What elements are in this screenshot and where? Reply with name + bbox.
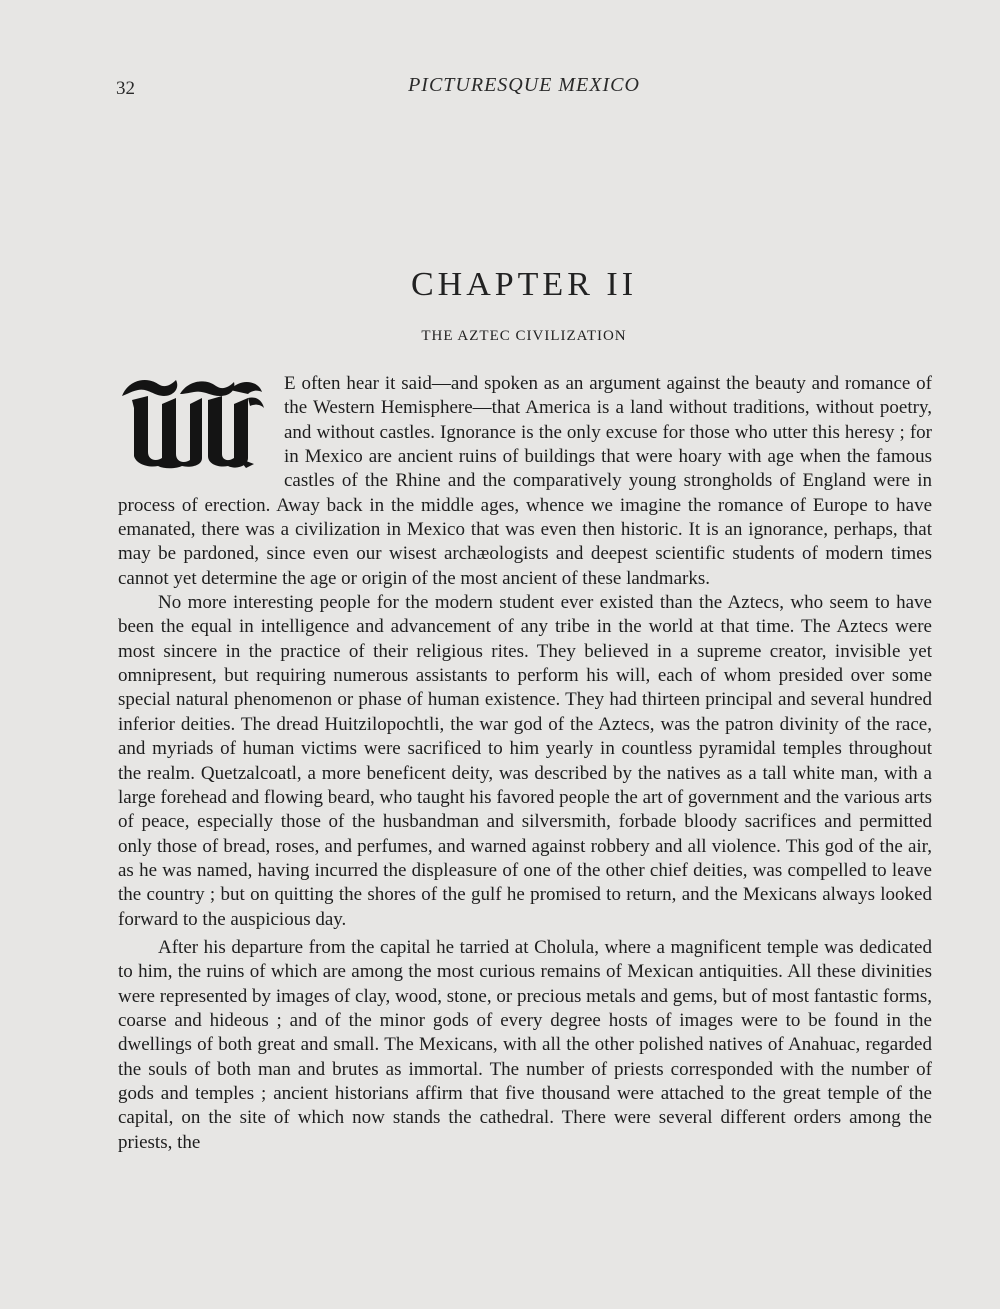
chapter-subtitle: THE AZTEC CIVILIZATION bbox=[421, 328, 627, 344]
paragraph-3: After his departure from the capital he tarried at Cholula, where a magnificent temple was dedicated to him, the ruins of which are among the most curious remains of Mexican antiquities. All these divinities were represented by images of clay, wood, stone, or precious metals and gems, but of most fantastic forms, coarse and hideous ; and of the minor gods of every degree hosts of images were to be found in the dwellings of both great and small. The Mexicans, with all the other polished natives of Anahuac, regarded the souls of both man and brutes as immortal. The number of priests corresponded with the number of gods and temples ; ancient historians affirm that five thousand were attached to the great temple of the capital, on the site of which now stands the cathedral. There were several different orders among the priests, the bbox=[118, 936, 932, 1153]
paragraph-1-text: E often hear it said—and spoken as an argument against the beauty and romance of the Western Hemisphere—that America is a land without traditions, without poetry, and without castles. Ignorance is the only excuse for those who utter this heresy ; for in Mexico are ancient ruins of buildings that were hoary with age when the famous castles of the Rhine and the comparatively young strongholds of England were in process of erection. Away back in the middle ages, whence we imagine the romance of Europe to have emanated, there was a civilization in Mexico that was even then historic. It is an ignorance, perhaps, that may be pardoned, since even our wisest archæologists and deepest scientific students of modern times cannot yet determine the age or origin of the most ancient of these landmarks. bbox=[118, 373, 932, 589]
dropcap-letter bbox=[118, 374, 266, 470]
paragraph-1 bbox=[118, 372, 932, 591]
page-number: 32 bbox=[116, 78, 135, 99]
running-head bbox=[116, 74, 932, 102]
blackletter-w-icon bbox=[118, 374, 266, 470]
running-title: PICTURESQUE MEXICO bbox=[408, 74, 640, 96]
paragraph-2: No more interesting people for the modern student ever existed than the Aztecs, who seem to have been the equal in intelligence and advancement of any tribe in the world at that time. The Aztecs were most sincere in the practice of their religious rites. They believed in a supreme creator, invisible yet omnipresent, but requiring numerous assistants to perform his will, each of whom presided over some special natural phenomenon or phase of human existence. They had thirteen principal and several hundred inferior deities. The dread Huitzilopochtli, the war god of the Aztecs, was the patron divinity of the race, and myriads of human victims were sacrificed to him yearly in countless pyramidal temples throughout the realm. Quetzalcoatl, a more beneficent deity, was described by the natives as a tall white man, with a large forehead and flowing beard, who taught his favored people the art of government and the various arts of peace, especially those of the husbandman and silversmith, forbade bloody sacrifices and permitted only those of bread, roses, and perfumes, and warned against robbery and all violence. This god of the air, as he was named, having incurred the displeasure of one of the other chief deities, was compelled to leave the country ; but on quitting the shores of the gulf he promised to return, and the Mexicans always looked forward to the auspicious day. bbox=[118, 592, 932, 930]
body-text bbox=[118, 372, 932, 1155]
chapter-title: CHAPTER II bbox=[410, 266, 638, 303]
